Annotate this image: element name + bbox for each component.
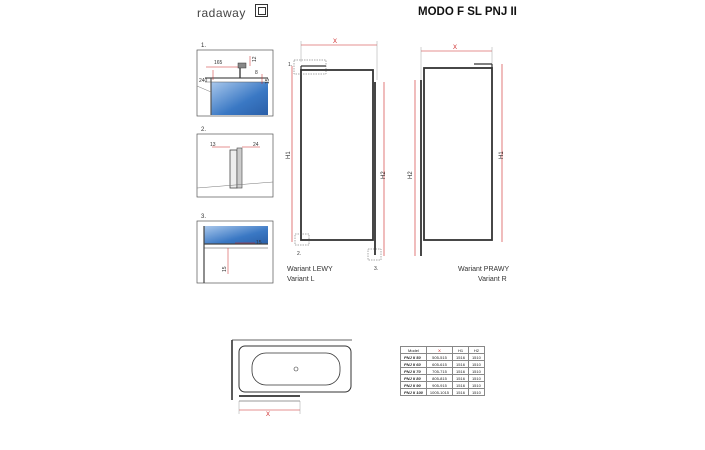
table-cell: 1510: [468, 361, 484, 368]
detail-1-dim-c: 240: [199, 78, 208, 84]
right-panel-drawing: [408, 45, 505, 256]
left-callout-2: 2.: [297, 251, 302, 257]
table-cell: PNJ II 70: [401, 368, 427, 375]
left-h1-label: H1: [286, 151, 292, 159]
table-cell: 1510: [468, 382, 484, 389]
table-cell: 1510: [468, 354, 484, 361]
detail-1-dim-e: 15: [265, 78, 271, 84]
table-cell: 1516: [453, 382, 469, 389]
model-title: MODO F SL PNJ II: [418, 6, 517, 18]
right-variant-line1: Wariant PRAWY: [458, 266, 510, 273]
left-h2-label: H2: [381, 171, 387, 179]
table-row: [401, 375, 485, 382]
left-panel-drawing: [286, 39, 387, 272]
table-cell: PNJ II 50: [401, 354, 427, 361]
table-row: [401, 368, 485, 375]
table-header-h1: H1: [453, 347, 469, 354]
bath-plan-view: [232, 340, 352, 418]
table-row: [401, 382, 485, 389]
table-cell: 1516: [453, 375, 469, 382]
detail-1-number: 1.: [201, 43, 207, 49]
left-x-label: X: [333, 39, 338, 45]
table-header-row: [401, 347, 485, 354]
table-cell: 805-815: [426, 375, 452, 382]
table-row: [401, 389, 485, 396]
detail-2: [197, 127, 273, 197]
detail-1-dim-b: 12: [252, 56, 258, 62]
table-header-x: X: [426, 347, 452, 354]
table-cell: 1516: [453, 361, 469, 368]
table-cell: 1510: [468, 368, 484, 375]
table-cell: 1510: [468, 389, 484, 396]
table-row: [401, 361, 485, 368]
table-cell: 605-615: [426, 361, 452, 368]
detail-1-dim-a: 165: [214, 60, 223, 66]
table-cell: PNJ II 60: [401, 361, 427, 368]
detail-1: [197, 43, 273, 116]
table-cell: PNJ II 100: [401, 389, 427, 396]
table-cell: 1005-1015: [426, 389, 452, 396]
table-cell: 505-515: [426, 354, 452, 361]
detail-3-number: 3.: [201, 214, 207, 220]
right-h1-label: H1: [499, 151, 505, 159]
detail-3-dim-b: 15: [222, 266, 228, 272]
table-row: [401, 354, 485, 361]
left-variant-line1: Wariant LEWY: [287, 266, 333, 273]
spec-table: [400, 346, 485, 396]
table-cell: 1516: [453, 368, 469, 375]
left-callout-3: 3.: [374, 266, 379, 272]
left-callout-1: 1.: [288, 62, 293, 68]
table-cell: 905-915: [426, 382, 452, 389]
detail-2-number: 2.: [201, 127, 207, 133]
right-x-label: X: [453, 45, 458, 51]
table-header-model: Model: [401, 347, 427, 354]
detail-2-dim-a: 13: [210, 142, 216, 148]
detail-3: [197, 214, 273, 283]
table-cell: 1516: [453, 389, 469, 396]
bath-x-label: X: [266, 412, 271, 418]
table-cell: PNJ II 90: [401, 382, 427, 389]
table-cell: 1516: [453, 354, 469, 361]
table-cell: 705-715: [426, 368, 452, 375]
detail-3-dim-a: 15: [256, 240, 262, 246]
left-variant-line2: Variant L: [287, 276, 315, 283]
detail-1-dim-d: 8: [255, 70, 258, 76]
table-cell: PNJ II 80: [401, 375, 427, 382]
table-header-h2: H2: [468, 347, 484, 354]
brand-logo-text: radaway: [197, 6, 246, 20]
right-variant-line2: Variant R: [478, 276, 507, 283]
right-h2-label: H2: [408, 171, 414, 179]
table-cell: 1510: [468, 375, 484, 382]
detail-2-dim-b: 24: [253, 142, 259, 148]
